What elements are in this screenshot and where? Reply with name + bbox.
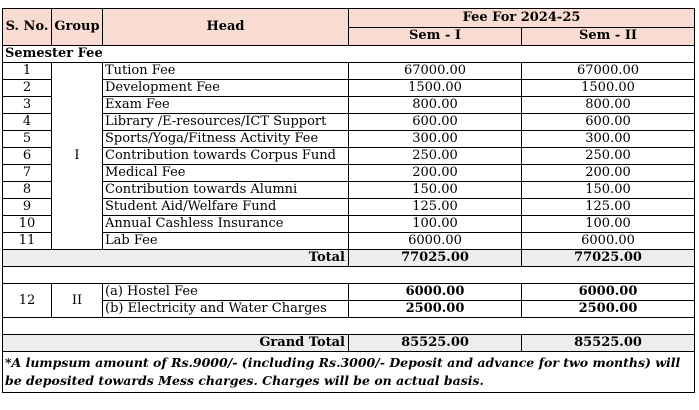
- sem2-cell: 6000.00: [522, 233, 695, 250]
- head-cell: (a) Hostel Fee: [103, 284, 349, 301]
- sem1-cell: 6000.00: [349, 233, 522, 250]
- sem1-cell: 300.00: [349, 131, 522, 148]
- table-row: [3, 97, 695, 114]
- sno-cell: 4: [3, 114, 52, 131]
- sem1-cell: 200.00: [349, 165, 522, 182]
- table-row: [3, 148, 695, 165]
- sno-cell: 1: [3, 63, 52, 80]
- total-sem2: 77025.00: [522, 250, 695, 267]
- sno-cell: 6: [3, 148, 52, 165]
- head-cell: Contribution towards Corpus Fund: [103, 148, 349, 165]
- table-row: [3, 63, 695, 80]
- table-row: [3, 199, 695, 216]
- head-cell: Exam Fee: [103, 97, 349, 114]
- sem2-cell: 100.00: [522, 216, 695, 233]
- head-cell: Annual Cashless Insurance: [103, 216, 349, 233]
- sno-cell: 9: [3, 199, 52, 216]
- table-row: [3, 284, 695, 301]
- sem2-cell: 2500.00: [522, 301, 695, 318]
- sem1-cell: 600.00: [349, 114, 522, 131]
- sem2-cell: 6000.00: [522, 284, 695, 301]
- sem2-cell: 125.00: [522, 199, 695, 216]
- sem2-cell: 600.00: [522, 114, 695, 131]
- grand-total-sem2: 85525.00: [522, 335, 695, 352]
- spacer-cell: [3, 267, 695, 284]
- sem2-cell: 300.00: [522, 131, 695, 148]
- table-row: [3, 165, 695, 182]
- grand-total-sem1: 85525.00: [349, 335, 522, 352]
- sem1-cell: 125.00: [349, 199, 522, 216]
- sno-cell: 11: [3, 233, 52, 250]
- sem1-header: Sem - I: [349, 27, 522, 46]
- sno-cell: 8: [3, 182, 52, 199]
- sem1-cell: 100.00: [349, 216, 522, 233]
- spacer-row: [3, 318, 695, 335]
- head-cell: Student Aid/Welfare Fund: [103, 199, 349, 216]
- fee-table: [2, 8, 695, 393]
- sem1-cell: 67000.00: [349, 63, 522, 80]
- head-cell: Development Fee: [103, 80, 349, 97]
- table-row: [3, 80, 695, 97]
- sem1-cell: 6000.00: [349, 284, 522, 301]
- head-cell: Tution Fee: [103, 63, 349, 80]
- head-cell: (b) Electricity and Water Charges: [103, 301, 349, 318]
- head-cell: Contribution towards Alumni: [103, 182, 349, 199]
- spacer-cell: [3, 318, 695, 335]
- sem2-cell: 200.00: [522, 165, 695, 182]
- total-sem1: 77025.00: [349, 250, 522, 267]
- table-row: [3, 182, 695, 199]
- sem1-cell: 800.00: [349, 97, 522, 114]
- table-row: [3, 131, 695, 148]
- grand-total-row: [3, 335, 695, 352]
- mess-charges-note: *A lumpsum amount of Rs.9000/- (including Rs.3000/- Deposit and advance for two months) will be deposited towards Mess charges. Charges will be on actual basis.: [3, 352, 695, 393]
- table-row: [3, 216, 695, 233]
- sno-cell: 7: [3, 165, 52, 182]
- sno-header: S. No.: [3, 9, 52, 46]
- head-cell: Medical Fee: [103, 165, 349, 182]
- sem1-cell: 250.00: [349, 148, 522, 165]
- table-row: [3, 301, 695, 318]
- sem2-cell: 1500.00: [522, 80, 695, 97]
- group-header: Group: [52, 9, 103, 46]
- sem2-cell: 250.00: [522, 148, 695, 165]
- sno-cell: 10: [3, 216, 52, 233]
- header-row: [3, 9, 695, 28]
- sem2-cell: 800.00: [522, 97, 695, 114]
- note-row: [3, 352, 695, 393]
- grand-total-label: Grand Total: [3, 335, 349, 352]
- total-row: [3, 250, 695, 267]
- spacer-row: [3, 267, 695, 284]
- sem1-cell: 2500.00: [349, 301, 522, 318]
- sem2-cell: 150.00: [522, 182, 695, 199]
- sem1-cell: 150.00: [349, 182, 522, 199]
- sno-cell: 2: [3, 80, 52, 97]
- sem2-header: Sem - II: [522, 27, 695, 46]
- sno-cell: 3: [3, 97, 52, 114]
- sem2-cell: 67000.00: [522, 63, 695, 80]
- fee-for-header: Fee For 2024-25: [349, 9, 695, 28]
- section-title: Semester Fee: [3, 46, 695, 63]
- sno-cell: 5: [3, 131, 52, 148]
- head-header: Head: [103, 9, 349, 46]
- sem1-cell: 1500.00: [349, 80, 522, 97]
- head-cell: Sports/Yoga/Fitness Activity Fee: [103, 131, 349, 148]
- sno-cell: 12: [3, 284, 52, 318]
- group-cell: II: [52, 284, 103, 318]
- table-row: [3, 114, 695, 131]
- table-row: [3, 233, 695, 250]
- group-cell: I: [52, 63, 103, 250]
- total-label: Total: [3, 250, 349, 267]
- head-cell: Lab Fee: [103, 233, 349, 250]
- head-cell: Library /E-resources/ICT Support: [103, 114, 349, 131]
- section-row: [3, 46, 695, 63]
